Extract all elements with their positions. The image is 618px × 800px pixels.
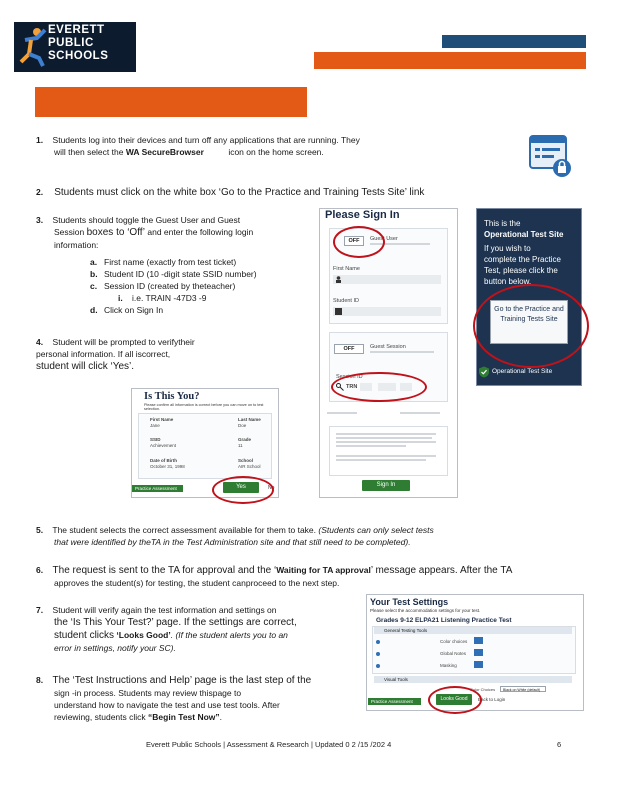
- settings-title: Your Test Settings: [370, 597, 449, 607]
- first-name-field[interactable]: [333, 275, 441, 284]
- highlight-circle: [331, 372, 427, 402]
- operational-test-message: This is the Operational Test Site If you wish to complete the Practice Test, please click the button below.: [484, 219, 564, 286]
- id-card-icon: [335, 308, 342, 315]
- list-item: b. Student ID (10 -digit state SSID number): [90, 269, 257, 279]
- header-blue-bar: [442, 35, 586, 48]
- no-button[interactable]: No: [268, 485, 275, 491]
- step-3: 3. Students should toggle the Guest User and Guest Session boxes to ‘Off’ and enter the following login information:: [36, 215, 254, 250]
- info-icon: [376, 664, 380, 668]
- list-item: c. Session ID (created by theteacher): [90, 281, 236, 291]
- page-number: 6: [557, 740, 562, 749]
- practice-assessment-badge: Practice Assessment: [368, 698, 421, 705]
- guest-user-toggle[interactable]: OFF: [344, 236, 364, 246]
- sign-in-title: Please Sign In: [325, 209, 400, 221]
- test-name: Grades 9-12 ELPA21 Listening Practice Test: [376, 617, 512, 624]
- general-tools-header: General Testing Tools: [374, 627, 572, 634]
- student-id-field[interactable]: [333, 307, 441, 316]
- step-6: 6. The request is sent to the TA for approval and the ‘Waiting for TA approval’ message appears. After the TA approves the student(s) for testing, the student canproceed to the next step.: [36, 565, 513, 588]
- sign-in-notice: [329, 426, 448, 476]
- toggle-on[interactable]: [474, 661, 483, 668]
- is-this-you-title: Is This You?: [144, 391, 200, 402]
- is-this-you-subtitle: Please confirm all information is correct before you can move on to test selection.: [144, 403, 264, 411]
- session-prefix: TRN: [346, 384, 358, 390]
- header-orange-bar: [314, 52, 586, 69]
- section-heading-bar: [35, 87, 307, 117]
- runner-figure-icon: [17, 26, 49, 68]
- back-to-login-link[interactable]: Back to Login: [478, 697, 506, 702]
- step-4: 4. Student will be prompted to verifytheir personal information. If all iscorrect, student will click ‘Yes’.: [36, 337, 195, 372]
- practice-tests-site-button[interactable]: Go to the Practice and Training Tests Site: [490, 300, 568, 344]
- guest-user-label: Guest User: [370, 236, 398, 242]
- session-id-label: Session ID: [336, 374, 363, 380]
- secure-browser-icon: [528, 134, 572, 178]
- info-icon: [376, 652, 380, 656]
- highlight-circle: [212, 476, 274, 504]
- highlight-circle: [473, 284, 589, 368]
- sign-in-button[interactable]: Sign In: [362, 480, 410, 491]
- looks-good-button[interactable]: Looks Good: [436, 694, 472, 705]
- page-footer: Everett Public Schools | Assessment & Research | Updated 0 2 /15 /202 4: [146, 740, 392, 749]
- color-choices-select[interactable]: Black on White (default): [500, 686, 546, 692]
- operational-footer: Operational Test Site: [492, 368, 553, 375]
- visual-tools-header: Visual Tools: [374, 676, 572, 683]
- step-5: 5. The student selects the correct assessment available for them to take. (Students can only select tests that were identified by theTA in the Test Administration site and that still need to be completed).: [36, 525, 434, 547]
- shield-check-icon: [478, 366, 490, 378]
- step-1: 1. Students log into their devices and turn off any applications that are running. They will then select the WA SecureBrowser icon on the home screen.: [36, 135, 360, 157]
- step-3-list: [90, 256, 310, 316]
- yes-button[interactable]: Yes: [223, 482, 259, 493]
- list-item: d. Click on Sign In: [90, 305, 164, 315]
- step-2: 2. Students must click on the white box ‘Go to the Practice and Training Tests Site’ link: [36, 187, 425, 198]
- step-8: 8. The ‘Test Instructions and Help’ page is the last step of the sign -in process. Students may review thispage to understand how to navigate the test and use test tools. After reviewing, students click “Begin Test Now”.: [36, 675, 312, 722]
- step-7: 7. Student will verify again the test information and settings on the ‘Is This Your Test?’ page. If the settings are correct, student clicks ‘Looks Good’. (If the student alerts you to an error in settings, notify your SC).: [36, 605, 297, 653]
- user-icon: [335, 276, 342, 283]
- guest-session-toggle[interactable]: OFF: [334, 344, 364, 354]
- toggle-on[interactable]: [474, 649, 483, 656]
- guest-session-label: Guest Session: [370, 344, 406, 350]
- first-name-label: First Name: [333, 266, 360, 272]
- toggle-on[interactable]: [474, 637, 483, 644]
- settings-subtitle: Please select the accommodation settings for your test.: [370, 608, 481, 613]
- highlight-circle: [333, 226, 385, 258]
- highlight-circle: [428, 686, 482, 714]
- practice-assessment-badge: Practice Assessment: [132, 485, 183, 492]
- list-item: a. First name (exactly from test ticket): [90, 257, 237, 267]
- student-id-label: Student ID: [333, 298, 359, 304]
- district-logo-text: EVERETT PUBLIC SCHOOLS: [48, 24, 109, 62]
- info-icon: [376, 640, 380, 644]
- list-item: i. i.e. TRAIN -47D3 -9: [118, 293, 207, 303]
